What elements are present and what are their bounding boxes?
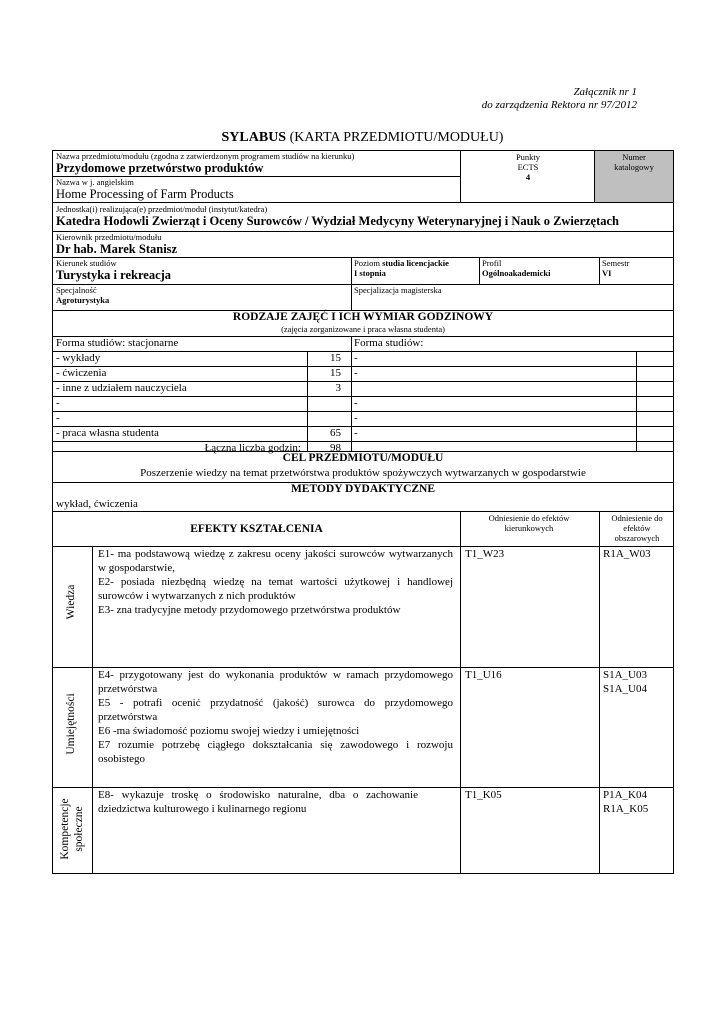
field-value: Turystyka i rekreacja: [56, 268, 172, 282]
kompetencje-label-2: społeczne: [73, 806, 85, 852]
hours-row-value: 65: [330, 427, 341, 439]
ects-label-1: Punkty: [515, 152, 541, 162]
right-form-label: Forma studiów:: [354, 337, 424, 349]
hours-row-name: - inne z udziałem nauczyciela: [56, 382, 187, 394]
kompetencje-line-1: E8- wykazuje troskę o środowisko naturalne, dba o zachowanie dziedzictwa kulturowego i kulinarnego regionu: [98, 789, 418, 815]
umiejetnosci-line-1: E4- przygotowany jest do wykonania produktów w ramach przydomowego przetwórstwa: [98, 669, 453, 695]
ects-label-2: ECTS: [517, 162, 539, 172]
methods-text: wykład, ćwiczenia: [56, 498, 138, 510]
hours-total-value: 98: [330, 442, 341, 454]
level-label-b: studia licencjackie: [382, 258, 449, 268]
umiejetnosci-ref-area: [603, 668, 647, 696]
goal-title: CEL PRZEDMIOTU/MODUŁU: [282, 452, 444, 464]
hours-row-name: -: [56, 412, 60, 424]
master-spec-label: Specjalizacja magisterska: [354, 285, 442, 295]
outcomes-col2-header: Odniesienie do efektów kierunkowych: [488, 513, 570, 533]
level-label-a: Poziom: [354, 258, 383, 268]
semester-value: VI: [602, 268, 612, 278]
head-cell: [56, 232, 672, 256]
module-name: Przydomowe przetwórstwo produktów: [56, 161, 264, 175]
umiejetnosci-ref-area-2: S1A_U04: [603, 683, 648, 695]
title-rest: (KARTA PRZEDMIOTU/MODUŁU): [286, 130, 504, 145]
wiedza-line-2: E2- posiada niezbędną wiedzę na temat wartości użytkowej i handlowej surowców i wytwarzanych z nich produktów: [98, 576, 453, 602]
catalog-label-1: Numer: [622, 152, 646, 162]
head-label: Kierownik przedmiotu/modułu: [56, 232, 162, 242]
wiedza-text: [98, 547, 453, 617]
page-title: [0, 130, 725, 146]
hours-row-right: -: [354, 352, 358, 364]
hours-title: RODZAJE ZAJĘĆ I ICH WYMIAR GODZINOWY: [232, 311, 494, 323]
kompetencje-ref-area-1: P1A_K04: [603, 789, 648, 801]
annex-line-2: do zarządzenia Rektora nr 97/2012: [481, 99, 637, 111]
outcomes-title: EFEKTY KSZTAŁCENIA: [190, 523, 323, 535]
kompetencje-ref-area-2: R1A_K05: [603, 803, 649, 815]
spec-label: Specjalność: [56, 285, 97, 295]
umiejetnosci-line-3: E6 -ma świadomość poziomu swojej wiedzy i umiejętności: [98, 725, 360, 737]
level-value: I stopnia: [354, 268, 386, 278]
field-cell: [56, 258, 346, 282]
profile-value: Ogólnoakademicki: [482, 268, 551, 278]
ects-value: 4: [525, 172, 531, 182]
unit-name: Katedra Hodowli Zwierząt i Oceny Surowców / Wydział Medycyny Weterynaryjnej i Nauk o Zwierzętach: [56, 214, 620, 228]
hours-row-value: 3: [335, 382, 341, 394]
umiejetnosci-line-4: E7 rozumie potrzebę ciągłego dokształcania się zawodowego i rozwoju osobistego: [98, 739, 453, 765]
kompetencje-text: [98, 788, 418, 816]
outcomes-col3-header: Odniesienie do efektów obszarowych: [611, 513, 663, 543]
hours-row-right: -: [354, 427, 358, 439]
catalog-label-2: katalogowy: [614, 162, 654, 172]
left-form-label: Forma studiów: stacjonarne: [56, 337, 179, 349]
english-name-label: Nazwa w j. angielskim: [56, 177, 134, 187]
hours-row-right: -: [354, 367, 358, 379]
semester-label: Semestr: [602, 258, 630, 268]
catalog-cell: [595, 151, 673, 202]
head-name: Dr hab. Marek Stanisz: [56, 242, 178, 256]
kompetencje-label-1: Kompetencje: [59, 798, 71, 860]
title-bold: SYLABUS: [221, 130, 287, 145]
unit-label: Jednostka(i) realizująca(e) przedmiot/moduł (instytut/katedra): [56, 204, 268, 214]
umiejetnosci-line-2: E5 - potrafi ocenić przydatność (jakość) surowca do przydomowego przetwórstwa: [98, 697, 453, 723]
field-label: Kierunek studiów: [56, 258, 117, 268]
wiedza-ref-direction: T1_W23: [465, 548, 505, 560]
level-cell: [354, 258, 479, 278]
master-spec-cell: [354, 285, 654, 295]
wiedza-line-1: E1- ma podstawową wiedzę z zakresu oceny jakości surowców wytwarzanych w gospodarstwie,: [98, 548, 453, 574]
umiejetnosci-label: Umiejętności: [65, 693, 77, 755]
unit-cell: [56, 204, 672, 228]
hours-row-value: 15: [330, 367, 341, 379]
kompetencje-ref-area: [603, 788, 648, 816]
spec-cell: [56, 285, 346, 305]
hours-total-label: Łączna liczba godzin:: [204, 442, 301, 454]
wiedza-line-3: E3- zna tradycyjne metody przydomowego przetwórstwa produktów: [98, 604, 401, 616]
spec-value: Agroturystyka: [56, 295, 110, 305]
kompetencje-label: [58, 784, 88, 874]
profile-label: Profil: [482, 258, 502, 268]
hours-row-value: 15: [330, 352, 341, 364]
hours-row-name: - ćwiczenia: [56, 367, 107, 379]
hours-row-right: -: [354, 397, 358, 409]
hours-row-name: -: [56, 397, 60, 409]
hours-row-name: - wykłady: [56, 352, 101, 364]
wiedza-ref-area-1: R1A_W03: [603, 548, 651, 560]
annex-line-1: Załącznik nr 1: [573, 86, 637, 98]
profile-cell: [482, 258, 597, 278]
wiedza-label: Wiedza: [65, 584, 77, 620]
umiejetnosci-text: [98, 668, 453, 766]
annex-note: [482, 86, 637, 112]
goal-text: Poszerzenie wiedzy na temat przetwórstwa produktów spożywczych wytwarzanych w gospodarstwie: [140, 467, 586, 479]
umiejetnosci-ref-direction: T1_U16: [465, 669, 502, 681]
kompetencje-ref-direction: T1_K05: [465, 789, 502, 801]
methods-title: METODY DYDAKTYCZNE: [290, 483, 436, 495]
hours-row-right: -: [354, 412, 358, 424]
english-name: Home Processing of Farm Products: [56, 187, 234, 201]
syllabus-form: [52, 150, 674, 874]
hours-row-name: - praca własna studenta: [56, 427, 159, 439]
english-name-cell: [56, 177, 456, 203]
semester-cell: [602, 258, 672, 278]
ects-cell: [461, 152, 595, 182]
hours-subtitle: (zajęcia zorganizowane i praca własna studenta): [281, 324, 445, 334]
module-name-label: Nazwa przedmiotu/modułu (zgodna z zatwierdzonym programem studiów na kierunku): [56, 151, 355, 161]
umiejetnosci-ref-area-1: S1A_U03: [603, 669, 648, 681]
